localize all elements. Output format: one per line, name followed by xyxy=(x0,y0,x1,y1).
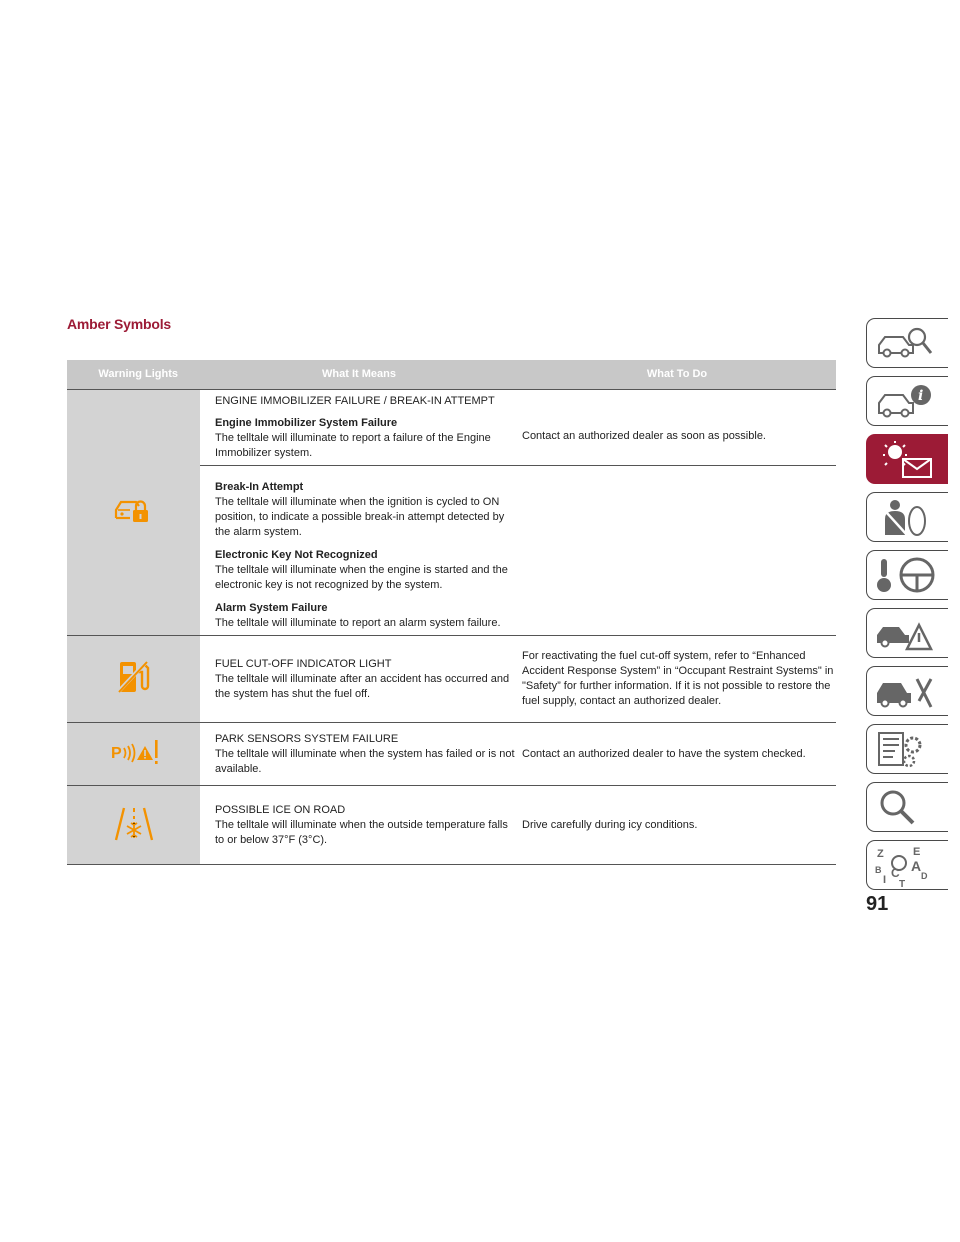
magnifier-icon xyxy=(873,787,943,829)
fuel-cutoff-meaning xyxy=(200,636,518,723)
svg-text:B: B xyxy=(875,865,882,875)
table-row-ice xyxy=(67,786,836,865)
alphabetical-index-icon xyxy=(873,845,943,887)
car-wrench-icon xyxy=(873,671,943,713)
svg-text:D: D xyxy=(921,871,928,881)
icon-cell xyxy=(67,786,200,865)
fuel-cutoff-title: FUEL CUT-OFF INDICATOR LIGHT xyxy=(215,657,392,670)
break-in-text: The telltale will illuminate when the ignition is cycled to ON position, to indicate a possible break-in attempt detected by the alarm system. xyxy=(215,496,505,538)
road-ice-icon xyxy=(114,833,154,845)
icon-cell xyxy=(67,723,200,786)
alarm-text: The telltale will illuminate to report an alarm system failure. xyxy=(215,617,501,629)
warning-lights-table xyxy=(67,360,836,865)
engine-failure-heading: Engine Immobilizer System Failure xyxy=(215,417,398,429)
table-row-park-sensors xyxy=(67,723,836,786)
alarm-heading: Alarm System Failure xyxy=(215,602,328,614)
svg-text:Z: Z xyxy=(877,848,884,860)
fuel-cutoff-text: The telltale will illuminate after an accident has occurred and the system has shut the fuel off. xyxy=(215,672,510,700)
ice-meaning xyxy=(200,786,518,865)
svg-text:i: i xyxy=(918,388,924,404)
key-heading: Electronic Key Not Recognized xyxy=(215,549,378,561)
key-block xyxy=(215,548,516,593)
car-crash-warning-icon xyxy=(873,613,943,655)
tab-car-info[interactable] xyxy=(866,376,948,426)
tab-index[interactable] xyxy=(866,840,948,890)
svg-text:I: I xyxy=(883,874,887,886)
specs-gears-icon xyxy=(873,729,943,771)
tab-search[interactable] xyxy=(866,782,948,832)
ice-todo: Drive carefully during icy conditions. xyxy=(518,786,836,865)
icon-cell xyxy=(67,636,200,723)
page-number: 91 xyxy=(866,893,889,915)
fuel-cutoff-icon xyxy=(116,687,152,699)
ice-title: POSSIBLE ICE ON ROAD xyxy=(215,803,346,816)
table-row-immobilizer xyxy=(67,390,836,466)
engine-failure-todo: Contact an authorized dealer as soon as possible. xyxy=(518,390,836,466)
tab-servicing[interactable] xyxy=(866,666,948,716)
tab-car-search[interactable] xyxy=(866,318,948,368)
car-info-icon xyxy=(873,381,943,423)
park-sensors-meaning xyxy=(200,723,518,786)
icon-cell xyxy=(67,390,200,636)
airbag-seatbelt-icon xyxy=(873,497,943,539)
key-steering-wheel-icon xyxy=(873,555,943,597)
section-title: Amber Symbols xyxy=(67,316,171,332)
car-search-icon xyxy=(873,323,943,365)
key-text: The telltale will illuminate when the engine is started and the electronic key is not recognized by the system. xyxy=(215,564,508,591)
park-sensor-warning-icon xyxy=(109,744,159,771)
park-sensors-title: PARK SENSORS SYSTEM FAILURE xyxy=(215,732,399,745)
tab-safety[interactable] xyxy=(866,492,948,542)
svg-text:A: A xyxy=(911,858,922,874)
svg-text:E: E xyxy=(913,846,921,858)
ice-text: The telltale will illuminate when the outside temperature falls to or below 37°F (3°C). xyxy=(215,818,508,846)
alarm-block xyxy=(215,601,516,631)
table-header-row xyxy=(67,360,836,390)
tab-warning-lights[interactable] xyxy=(866,434,948,484)
tab-emergency[interactable] xyxy=(866,608,948,658)
immobilizer-meaning xyxy=(200,390,518,466)
break-in-block xyxy=(215,480,516,540)
break-in-heading: Break-In Attempt xyxy=(215,481,304,493)
park-sensors-todo: Contact an authorized dealer to have the system checked. xyxy=(518,723,836,786)
break-in-meaning xyxy=(200,466,518,636)
engine-failure-text: The telltale will illuminate to report a failure of the Engine Immobilizer system. xyxy=(215,432,491,459)
warning-light-message-icon xyxy=(873,439,943,481)
table-row-fuel-cutoff xyxy=(67,636,836,723)
immobilizer-title: ENGINE IMMOBILIZER FAILURE / BREAK-IN ATTEMPT xyxy=(215,395,495,407)
car-lock-icon xyxy=(112,517,156,529)
svg-text:P: P xyxy=(110,744,122,762)
header-what-it-means: What It Means xyxy=(200,360,518,390)
park-sensors-text: The telltale will illuminate when the system has failed or is not available. xyxy=(215,747,515,775)
fuel-cutoff-todo: For reactivating the fuel cut-off system, refer to “Enhanced Accident Response System” in “Occupant Restraint Systems" in "Safety” for further information. If it is not possible to restore the fuel supply, contact an authorized dealer. xyxy=(518,636,836,723)
tab-starting-operating[interactable] xyxy=(866,550,948,600)
header-what-to-do: What To Do xyxy=(518,360,836,390)
svg-text:C: C xyxy=(891,866,900,880)
header-warning-lights: Warning Lights xyxy=(67,360,200,390)
break-in-todo xyxy=(518,466,836,636)
tab-technical-specs[interactable] xyxy=(866,724,948,774)
svg-text:T: T xyxy=(899,879,906,887)
